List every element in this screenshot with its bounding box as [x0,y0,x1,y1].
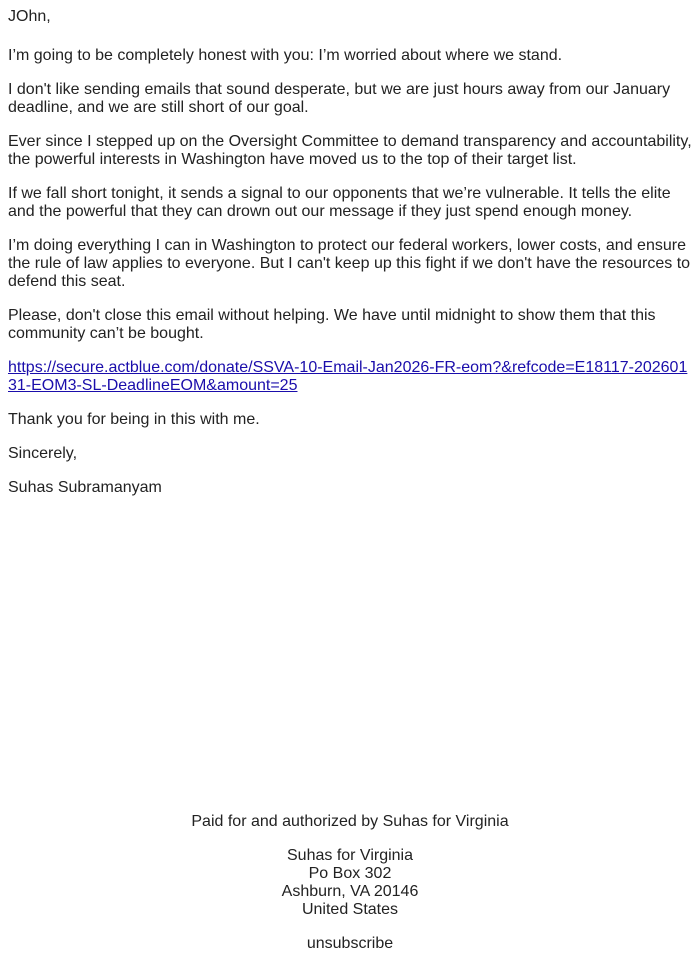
donate-link-paragraph [8,359,694,395]
unsubscribe-container [0,935,700,953]
donate-link[interactable]: https://secure.actblue.com/donate/SSVA-10-Email-Jan2026-FR-eom?&refcode=E18117-20260131-EOM3-SL-DeadlineEOM&amount=25 [8,359,688,394]
paragraph-washington: I’m doing everything I can in Washington to protect our federal workers, lower costs, and ensure the rule of law applies to everyone. But I can't keep up this fight if we don't have the resources to defend this seat. [8,237,691,290]
email-body [8,8,694,513]
address-name: Suhas for Virginia [287,847,413,864]
mailing-address [0,847,700,919]
address-country: United States [301,901,399,918]
paragraph-honest: I’m going to be completely honest with you: I’m worried about where we stand. [8,47,563,64]
paragraph-deadline: I don't like sending emails that sound desperate, but we are just hours away from our January deadline, and we are still short of our goal. [8,81,671,116]
signature: Suhas Subramanyam [8,479,162,496]
thanks-line: Thank you for being in this with me. [8,411,260,428]
signoff: Sincerely, [8,445,78,462]
address-line1: Po Box 302 [308,865,392,882]
email-footer [0,813,700,953]
greeting: JOhn, [8,8,51,25]
paragraph-please: Please, don't close this email without helping. We have until midnight to show them that this community can’t be bought. [8,307,656,342]
paid-for-disclaimer: Paid for and authorized by Suhas for Virginia [191,813,509,830]
address-city: Ashburn, VA 20146 [281,883,419,900]
unsubscribe-link[interactable]: unsubscribe [306,935,394,952]
paragraph-oversight: Ever since I stepped up on the Oversight Committee to demand transparency and accountability, the powerful interests in Washington have moved us to the top of their target list. [8,133,692,168]
paragraph-fall-short: If we fall short tonight, it sends a signal to our opponents that we’re vulnerable. It tells the elite and the powerful that they can drown out our message if they just spend enough money. [8,185,671,220]
